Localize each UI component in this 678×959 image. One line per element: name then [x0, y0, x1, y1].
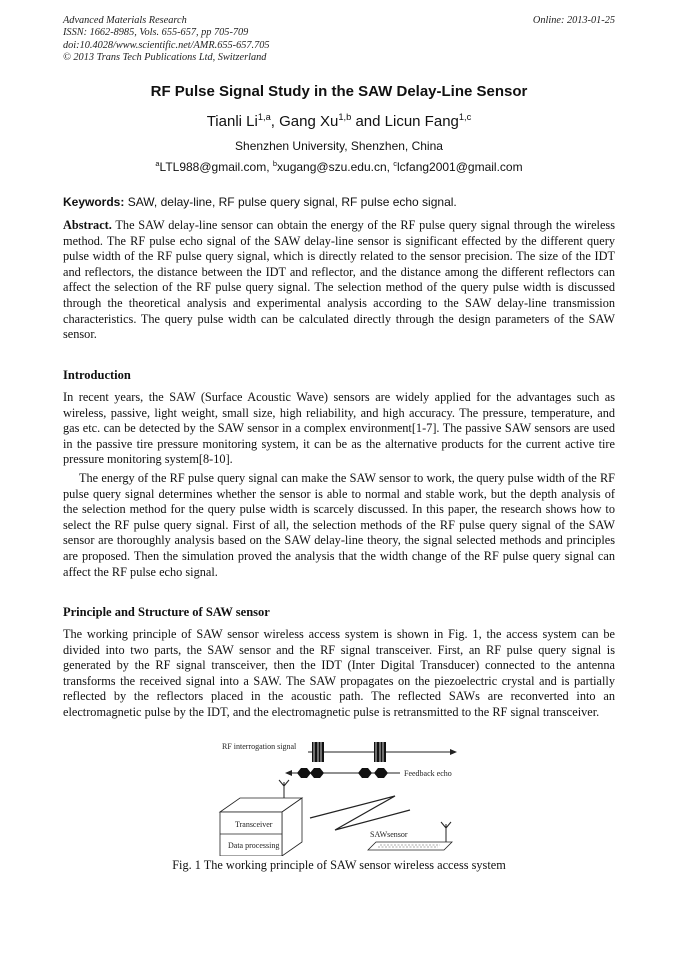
keywords: [63, 195, 615, 209]
author-name: Tianli Li: [206, 113, 258, 130]
label-rf-interrogation: RF interrogation signal: [222, 742, 297, 751]
figure-1-diagram: [200, 738, 480, 856]
query-pulse-icon: [374, 740, 386, 764]
abstract: [63, 218, 615, 343]
wireless-link-icon: [310, 796, 410, 830]
label-saw-sensor: SAWsensor: [370, 830, 408, 839]
sensor-antenna-icon: [441, 822, 451, 842]
author-list: Tianli Li$^{1,a}$, Gang Xu$^{1,b}$ and Licun Fang$^{1,c}$: [206, 112, 472, 130]
online-date: [533, 15, 615, 27]
author-affiliation-mark: 1,a: [257, 112, 271, 122]
figure-caption: Fig. 1 The working principle of SAW sensor wireless access system: [172, 858, 506, 872]
section-heading-principle: Principle and Structure of SAW sensor: [63, 605, 270, 619]
keywords-text: SAW, delay-line, RF pulse query signal, RF pulse echo signal.: [127, 195, 457, 209]
email-mark: b: [272, 159, 278, 168]
saw-sensor-chip: [368, 842, 452, 850]
principle-paragraph-1: The working principle of SAW sensor wireless access system is shown in Fig. 1, the access system can be divided into two parts, the SAW sensor and the RF signal transceiver. First, an RF pulse query signal is generated by the RF signal transceiver, then the IDT (Inter Digital Transducer) connected to the antenna transforms the received signal into a SAW. The SAW propagates on the piezoelectric crystal and is partially reflected by the reflectors placed in the acoustic path. The reflected SAWs are reconverted into an electromagnetic pulse by the IDT, and the electromagnetic pulse is retransmitted to the RF signal transceiver.: [63, 627, 615, 719]
abstract-label: Abstract.: [63, 218, 112, 232]
label-data-processing: Data processing: [228, 841, 280, 850]
label-feedback-echo: Feedback echo: [404, 769, 452, 778]
issn-line: ISSN: 1662-8985, Vols. 655-657, pp 705-709: [63, 27, 249, 39]
introduction-paragraph-1: In recent years, the SAW (Surface Acoustic Wave) sensors are widely applied for the advantages such as wireless, passive, light weight, small size, high reliability, and high accuracy. The pressure, temperature, and gas etc. can be detected by the SAW sensor in a complex environment[1-7]. The passive SAW sensors are used in the passive tire pressure monitoring system, it can be as the alternative products for the current active tire pressure monitoring system[8-10].: [63, 390, 615, 467]
section-heading-introduction: Introduction: [63, 368, 131, 382]
journal-header: [63, 15, 270, 64]
author-name: Licun Fang: [384, 113, 459, 130]
email-link[interactable]: LTL988@gmail.com: [159, 160, 267, 174]
keywords-label: Keywords:: [63, 195, 125, 209]
author-conjunction: and: [355, 113, 381, 130]
online-date-text: Online: 2013-01-25: [532, 15, 615, 26]
author-affiliation-mark: 1,c: [458, 112, 472, 122]
paper-title: RF Pulse Signal Study in the SAW Delay-Line Sensor: [150, 83, 528, 100]
journal-name: Advanced Materials Research: [63, 15, 187, 26]
author-name: Gang Xu: [279, 113, 339, 130]
author-affiliation-mark: 1,b: [338, 112, 352, 122]
email-mark: c: [393, 159, 398, 168]
feedback-arrow-icon: [285, 770, 292, 776]
doi-line: doi:10.4028/www.scientific.net/AMR.655-657.705: [63, 39, 270, 51]
email-link[interactable]: lcfang2001@gmail.com: [397, 160, 523, 174]
transceiver-antenna-icon: [279, 780, 289, 798]
abstract-text: The SAW delay-line sensor can obtain the energy of the RF pulse query signal through the wireless method. The RF pulse echo signal of the SAW delay-line sensor is significant effected by the different query pulse width of the RF pulse query signal, which is directly related to the sensor precision. The size of the IDT and reflectors, the distance between the IDT and reflector, and the distance among the different reflectors can affect the selection of the RF pulse query signal. The selection method of the query pulse width is discussed through the theoretical analysis and experimental analysis according to the SAW delay-line transmission characteristics. The query pulse width can be calculated directly through the design parameters of the SAW sensor.: [63, 218, 615, 342]
interrogation-arrow-icon: [450, 749, 457, 755]
copyright-line: © 2013 Trans Tech Publications Ltd, Switzerland: [63, 51, 267, 63]
email-mark: a: [155, 159, 160, 168]
email-list: $^a$LTL988@gmail.com, $^b$xugang@szu.edu.cn, $^c$lcfang2001@gmail.com: [155, 159, 523, 174]
introduction-paragraph-2: The energy of the RF pulse query signal can make the SAW sensor to work, the query pulse width of the RF pulse query signal determines whether the sensor is able to normal and stable work, but the depth analysis of the selection method for the query pulse width is scarcely discussed. In this paper, the research shows how to select the RF pulse query signal. First of all, the selection methods of the RF pulse query signal of the SAW sensor are thoroughly analysis based on the SAW delay-line theory, the signal selected methods and principles are proposed. Then the simulation proved the analysis that the width change of the RF pulse query signal can affect the RF pulse echo signal.: [63, 471, 615, 579]
email-link[interactable]: xugang@szu.edu.cn: [277, 160, 387, 174]
affiliation: Shenzhen University, Shenzhen, China: [235, 139, 443, 153]
label-transceiver: Transceiver: [235, 820, 273, 829]
query-pulse-icon: [312, 740, 324, 764]
